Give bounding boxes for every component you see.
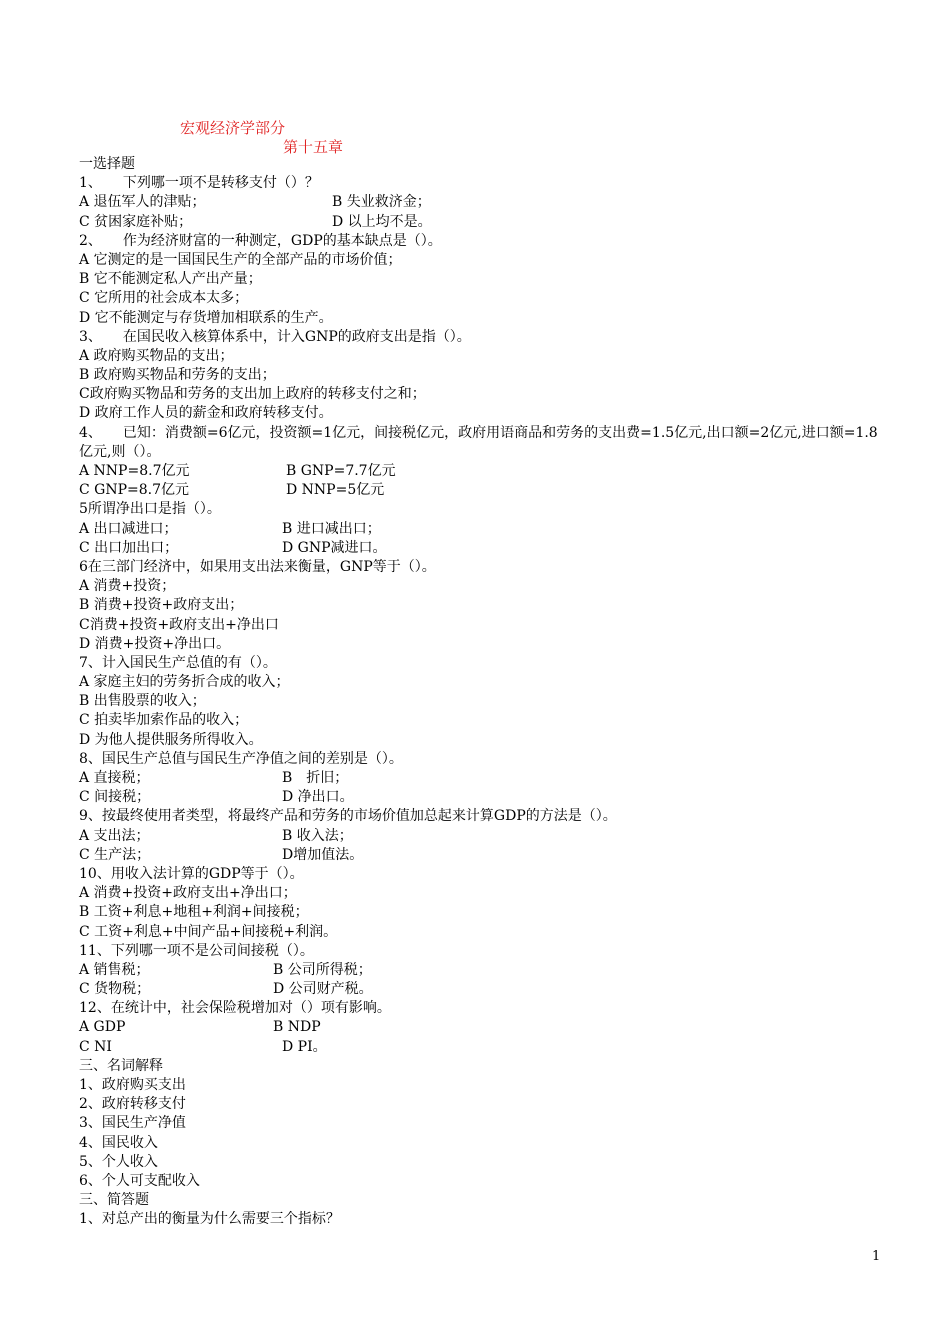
text-line: 9、按最终使用者类型，将最终产品和劳务的市场价值加总起来计算GDP的方法是（）。 bbox=[79, 808, 617, 825]
option-b: D GNP减进口。 bbox=[282, 539, 387, 556]
option-row bbox=[79, 769, 879, 788]
text-line: 11、下列哪一项不是公司间接税（）。 bbox=[79, 942, 314, 959]
option-a: C 货物税； bbox=[79, 981, 151, 998]
option-a: A 销售税； bbox=[79, 961, 150, 978]
option-b: D PI。 bbox=[282, 1038, 327, 1055]
option-a: C GNP=8.7亿元 bbox=[79, 482, 190, 499]
option-b: D 公司财产税。 bbox=[273, 981, 373, 998]
text-line: A 它测定的是一国国民生产的全部产品的市场价值； bbox=[79, 251, 402, 268]
option-row bbox=[79, 827, 879, 846]
option-b: B 公司所得税； bbox=[273, 961, 372, 978]
text-line: 6在三部门经济中，如果用支出法来衡量，GNP等于（）。 bbox=[79, 558, 436, 575]
option-a: C 贫困家庭补贴； bbox=[79, 213, 193, 230]
text-line: 10、用收入法计算的GDP等于（）。 bbox=[79, 865, 304, 882]
text-line: 1、 下列哪一项不是转移支付（）？ bbox=[79, 175, 319, 192]
option-b: D 净出口。 bbox=[282, 789, 354, 806]
text-line: 三、简答题 bbox=[79, 1192, 149, 1209]
text-line: 7、计入国民生产总值的有（）。 bbox=[79, 654, 277, 671]
text-line: C 工资+利息+中间产品+间接税+利润。 bbox=[79, 923, 338, 940]
text-line: B 消费+投资+政府支出； bbox=[79, 597, 244, 614]
option-row bbox=[79, 1018, 879, 1037]
option-a: A 退伍军人的津贴； bbox=[79, 194, 206, 211]
option-b: B NDP bbox=[273, 1019, 321, 1036]
text-line: A 家庭主妇的劳务折合成的收入； bbox=[79, 674, 290, 691]
option-row bbox=[79, 788, 879, 807]
option-a: A GDP bbox=[79, 1019, 126, 1036]
option-row bbox=[79, 520, 879, 539]
text-line: C 拍卖毕加索作品的收入； bbox=[79, 712, 249, 729]
option-b: B GNP=7.7亿元 bbox=[286, 463, 396, 480]
option-a: A NNP=8.7亿元 bbox=[79, 463, 190, 480]
text-line: B 它不能测定私人产出产量； bbox=[79, 271, 262, 288]
option-a: C 出口加出口； bbox=[79, 539, 179, 556]
option-a: C 间接税； bbox=[79, 789, 151, 806]
text-line: C 它所用的社会成本太多； bbox=[79, 290, 249, 307]
text-line: 三、名词解释 bbox=[79, 1057, 163, 1074]
option-row bbox=[79, 462, 879, 481]
text-line: B 政府购买物品和劳务的支出； bbox=[79, 367, 276, 384]
page-number: 1 bbox=[872, 1249, 881, 1264]
text-line: D 为他人提供服务所得收入。 bbox=[79, 731, 263, 748]
document-body bbox=[79, 155, 879, 1230]
option-row bbox=[79, 1038, 879, 1057]
chapter-title: 第十五章 bbox=[283, 138, 344, 156]
text-line: B 出售股票的收入； bbox=[79, 693, 206, 710]
option-a: C NI bbox=[79, 1038, 112, 1055]
option-row bbox=[79, 481, 879, 500]
option-row bbox=[79, 539, 879, 558]
text-line: 2、 作为经济财富的一种测定，GDP的基本缺点是（）。 bbox=[79, 232, 442, 249]
option-a: A 出口减进口； bbox=[79, 520, 178, 537]
text-line: 5、个人收入 bbox=[79, 1153, 158, 1170]
text-line: 4、 已知：消费额=6亿元，投资额=1亿元，间接税亿元，政府用语商品和劳务的支出费=1.5亿元,出口额=2亿元,进口额=1.8亿元,则（）。 bbox=[79, 424, 878, 460]
text-line: 一选择题 bbox=[79, 156, 135, 172]
option-row bbox=[79, 961, 879, 980]
option-row bbox=[79, 193, 879, 212]
text-line: 5所谓净出口是指（）。 bbox=[79, 501, 221, 518]
option-b: B 折旧； bbox=[282, 770, 349, 787]
text-line: 1、对总产出的衡量为什么需要三个指标？ bbox=[79, 1211, 340, 1228]
text-line: 3、 在国民收入核算体系中，计入GNP的政府支出是指（）。 bbox=[79, 328, 471, 345]
text-line: 6、个人可支配收入 bbox=[79, 1172, 200, 1189]
text-line: 1、政府购买支出 bbox=[79, 1077, 186, 1094]
option-row bbox=[79, 980, 879, 999]
option-b: B 收入法； bbox=[282, 827, 353, 844]
text-line: 4、国民收入 bbox=[79, 1134, 158, 1151]
text-line: 3、国民生产净值 bbox=[79, 1115, 186, 1132]
option-a: A 支出法； bbox=[79, 827, 150, 844]
option-b: D NNP=5亿元 bbox=[286, 482, 385, 499]
text-line: 2、政府转移支付 bbox=[79, 1096, 186, 1113]
option-row bbox=[79, 213, 879, 232]
text-line: D 它不能测定与存货增加相联系的生产。 bbox=[79, 309, 333, 326]
option-row bbox=[79, 846, 879, 865]
text-line: D 政府工作人员的薪金和政府转移支付。 bbox=[79, 405, 333, 422]
part-title: 宏观经济学部分 bbox=[180, 119, 286, 137]
option-b: B 进口减出口； bbox=[282, 520, 381, 537]
option-b: D 以上均不是。 bbox=[332, 213, 432, 230]
option-a: A 直接税； bbox=[79, 770, 150, 787]
text-line: C消费+投资+政府支出+净出口 bbox=[79, 616, 279, 633]
text-line: B 工资+利息+地租+利润+间接税； bbox=[79, 904, 309, 921]
text-line: A 消费+投资； bbox=[79, 578, 176, 595]
option-a: C 生产法； bbox=[79, 846, 151, 863]
text-line: 8、国民生产总值与国民生产净值之间的差别是（）。 bbox=[79, 750, 403, 767]
text-line: A 消费+投资+政府支出+净出口； bbox=[79, 885, 297, 902]
text-line: A 政府购买物品的支出； bbox=[79, 347, 234, 364]
text-line: 12、在统计中，社会保险税增加对（）项有影响。 bbox=[79, 1000, 391, 1017]
text-line: C政府购买物品和劳务的支出加上政府的转移支付之和； bbox=[79, 386, 426, 403]
text-line: D 消费+投资+净出口。 bbox=[79, 635, 231, 652]
option-b: B 失业救济金； bbox=[332, 194, 431, 211]
option-b: D增加值法。 bbox=[282, 846, 364, 863]
